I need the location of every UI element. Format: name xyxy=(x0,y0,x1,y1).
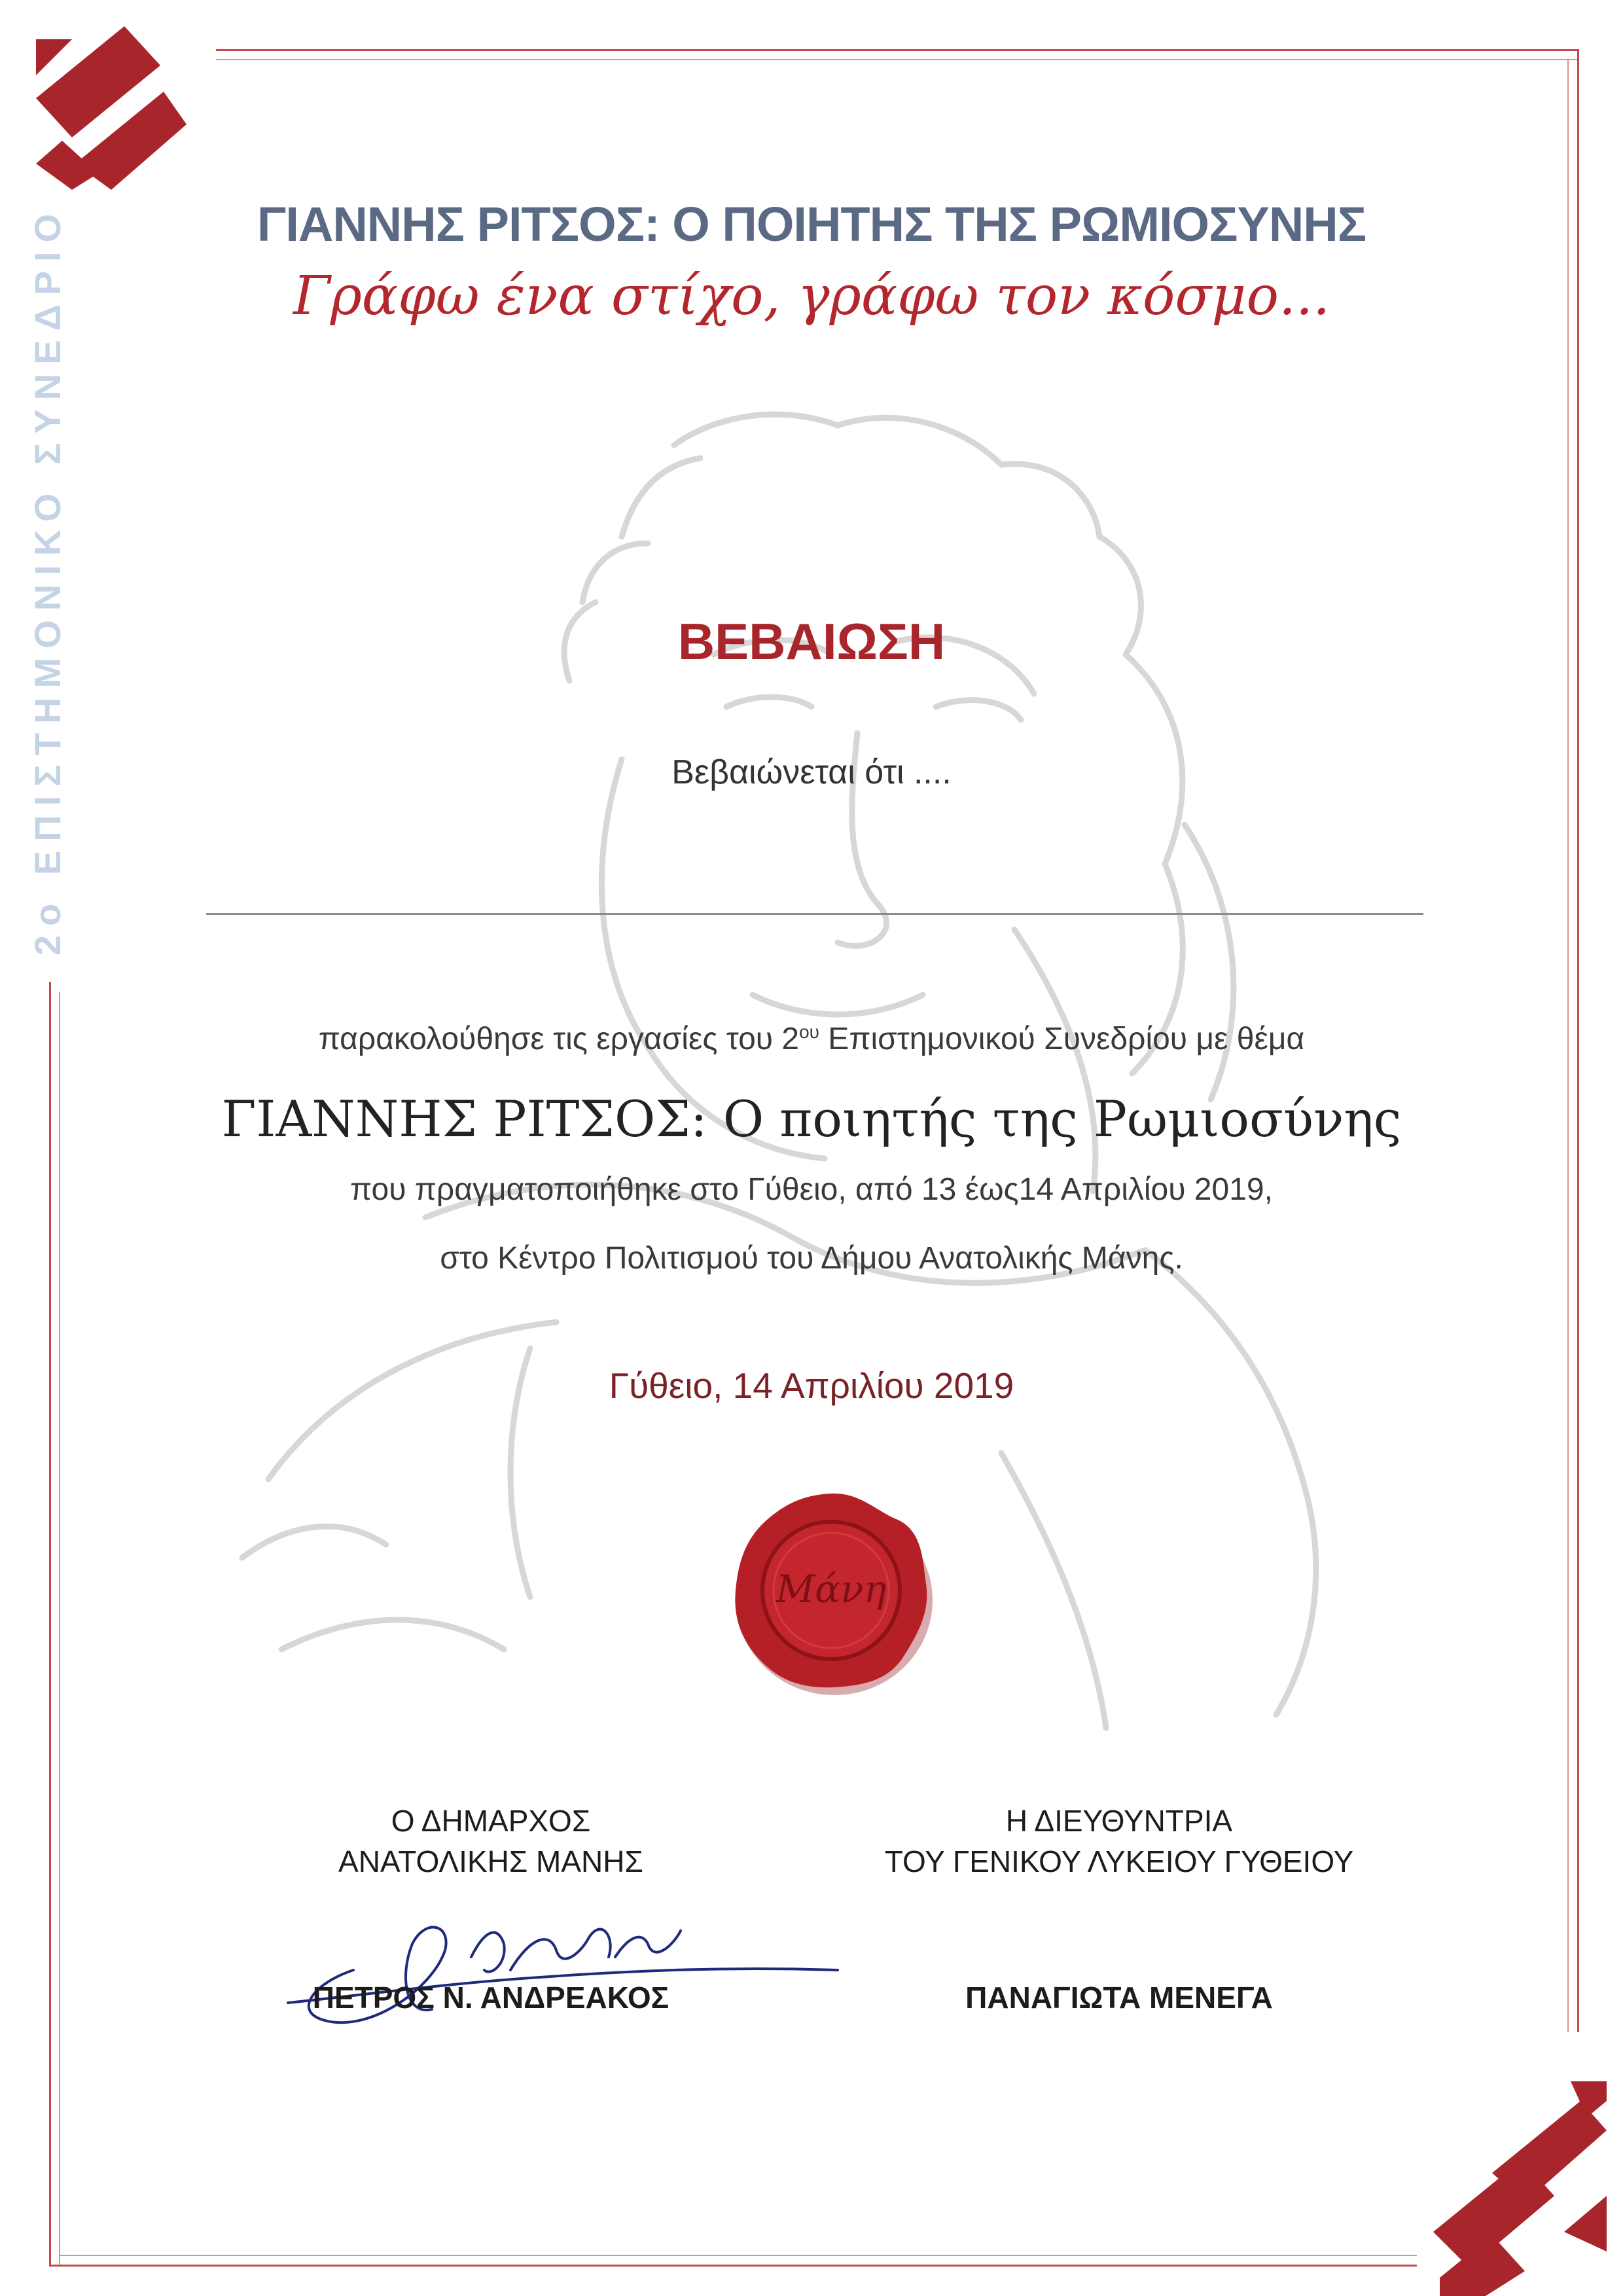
venue-location-line: στο Κέντρο Πολιτισμού του Δήμου Ανατολικής Μάνης. xyxy=(440,1241,1183,1276)
corner-stripes-top-left xyxy=(0,0,196,196)
wax-seal xyxy=(726,1486,936,1695)
frame-bottom-line xyxy=(49,2265,1417,2267)
right-title-line2: ΤΟΥ ΓΕΝΙΚΟΥ ΛΥΚΕΙΟΥ ΓΥΘΕΙΟΥ xyxy=(884,1844,1354,1878)
left-signatory-name: ΠΕΤΡΟΣ Ν. ΑΝΔΡΕΑΚΟΣ xyxy=(312,1981,669,2015)
right-signatory-title xyxy=(825,1803,1414,1879)
attendance-line xyxy=(0,1021,1623,1057)
side-conference-label: 2ο ΕΠΙΣΤΗΜΟΝΙΚΟ ΣΥΝΕΔΡΙΟ xyxy=(27,204,68,956)
left-title-line1: Ο ΔΗΜΑΡΧΟΣ xyxy=(391,1804,591,1838)
venue-dates-line: που πραγματοποιήθηκε στο Γύθειο, από 13 έως14 Απριλίου 2019, xyxy=(350,1172,1273,1207)
frame-bottom-line-inner xyxy=(59,2255,1417,2256)
left-title-line2: ΑΝΑΤΟΛΙΚΗΣ ΜΑΝΗΣ xyxy=(338,1844,643,1878)
right-title-line1: Η ΔΙΕΥΘΥΝΤΡΙΑ xyxy=(1005,1804,1233,1838)
handwritten-signature xyxy=(275,1872,851,2042)
conference-motto: Γράφω ένα στίχο, γράφω τον κόσμο... xyxy=(293,265,1330,327)
conference-title: ΓΙΑΝΝΗΣ ΡΙΤΣΟΣ: Ο ΠΟΙΗΤΗΣ ΤΗΣ ΡΩΜΙΟΣΥΝΗΣ xyxy=(257,197,1366,251)
ordinal-suffix: ου xyxy=(799,1022,819,1042)
frame-top-line xyxy=(216,49,1577,51)
certifies-text: Βεβαιώνεται ότι .... xyxy=(671,753,952,791)
certificate-heading: ΒΕΒΑΙΩΣΗ xyxy=(677,613,946,670)
seal-text: Μάνη xyxy=(776,1567,887,1611)
corner-stripes-bottom-right xyxy=(1414,2081,1623,2296)
conference-topic: ΓΙΑΝΝΗΣ ΡΙΤΣΟΣ: Ο ποιητής της Ρωμιοσύνης xyxy=(221,1090,1402,1148)
attendance-text-end: Επιστημονικού Συνεδρίου με θέμα xyxy=(819,1022,1305,1056)
right-signatory-name: ΠΑΝΑΓΙΩΤΑ ΜΕΝΕΓΑ xyxy=(965,1981,1273,2015)
attendance-text-start: παρακολούθησε τις εργασίες του 2 xyxy=(318,1022,800,1056)
wax-seal-shape xyxy=(726,1486,936,1695)
left-signatory-title xyxy=(196,1803,785,1879)
place-date: Γύθειο, 14 Απριλίου 2019 xyxy=(609,1365,1014,1406)
name-line xyxy=(206,913,1423,915)
frame-top-line-inner xyxy=(216,59,1577,60)
